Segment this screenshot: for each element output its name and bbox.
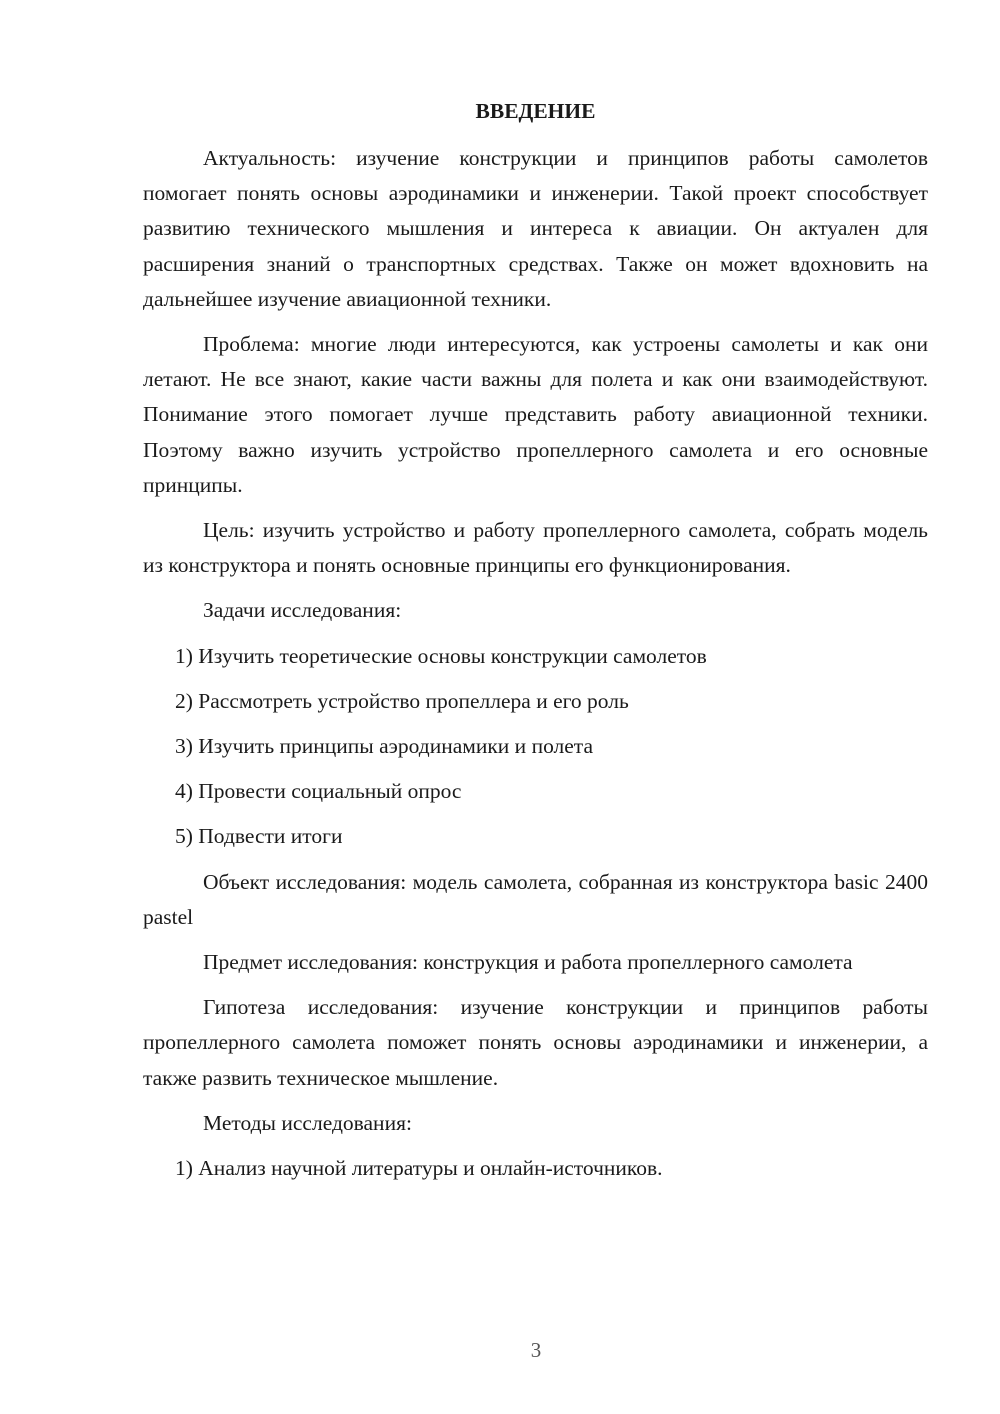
tasks-list	[143, 639, 928, 855]
list-item: 1) Анализ научной литературы и онлайн-источников.	[175, 1156, 663, 1181]
document-page	[143, 94, 928, 1196]
list-item: 2) Рассмотреть устройство пропеллера и его роль	[175, 688, 629, 713]
page-title: ВВЕДЕНИЕ	[475, 99, 596, 123]
list-item: 4) Провести социальный опрос	[175, 779, 462, 804]
tasks-heading: Задачи исследования:	[203, 598, 402, 623]
goal-paragraph: Цель: изучить устройство и работу пропеллерного самолета, собрать модель из конструктора и понять основные принципы его функционирования.	[143, 518, 928, 578]
hypothesis-paragraph: Гипотеза исследования: изучение конструкции и принципов работы пропеллерного самолета поможет понять основы аэродинамики и инженерии, а также развить техническое мышление.	[143, 995, 928, 1090]
problem-paragraph: Проблема: многие люди интересуются, как устроены самолеты и как они летают. Не все знают, какие части важны для полета и как они взаимодействуют. Понимание этого помогает лучше представить работу авиационной техники. Поэтому важно изучить устройство пропеллерного самолета и его основные принципы.	[143, 332, 928, 497]
page-number: 3	[530, 1338, 542, 1362]
list-item: 1) Изучить теоретические основы конструкции самолетов	[175, 643, 707, 668]
relevance-paragraph: Актуальность: изучение конструкции и принципов работы самолетов помогает понять основы аэродинамики и инженерии. Такой проект способствует развитию технического мышления и интереса к авиации. Он актуален для расширения знаний о транспортных средствах. Также он может вдохновить на дальнейшее изучение авиационной техники.	[143, 146, 928, 311]
subject-paragraph: Предмет исследования: конструкция и работа пропеллерного самолета	[203, 950, 853, 975]
list-item: 3) Изучить принципы аэродинамики и полета	[175, 734, 594, 759]
object-paragraph: Объект исследования: модель самолета, собранная из конструктора basic 2400 pastel	[143, 869, 928, 929]
methods-list	[143, 1151, 928, 1186]
methods-heading: Методы исследования:	[203, 1110, 412, 1135]
list-item: 5) Подвести итоги	[175, 824, 343, 849]
